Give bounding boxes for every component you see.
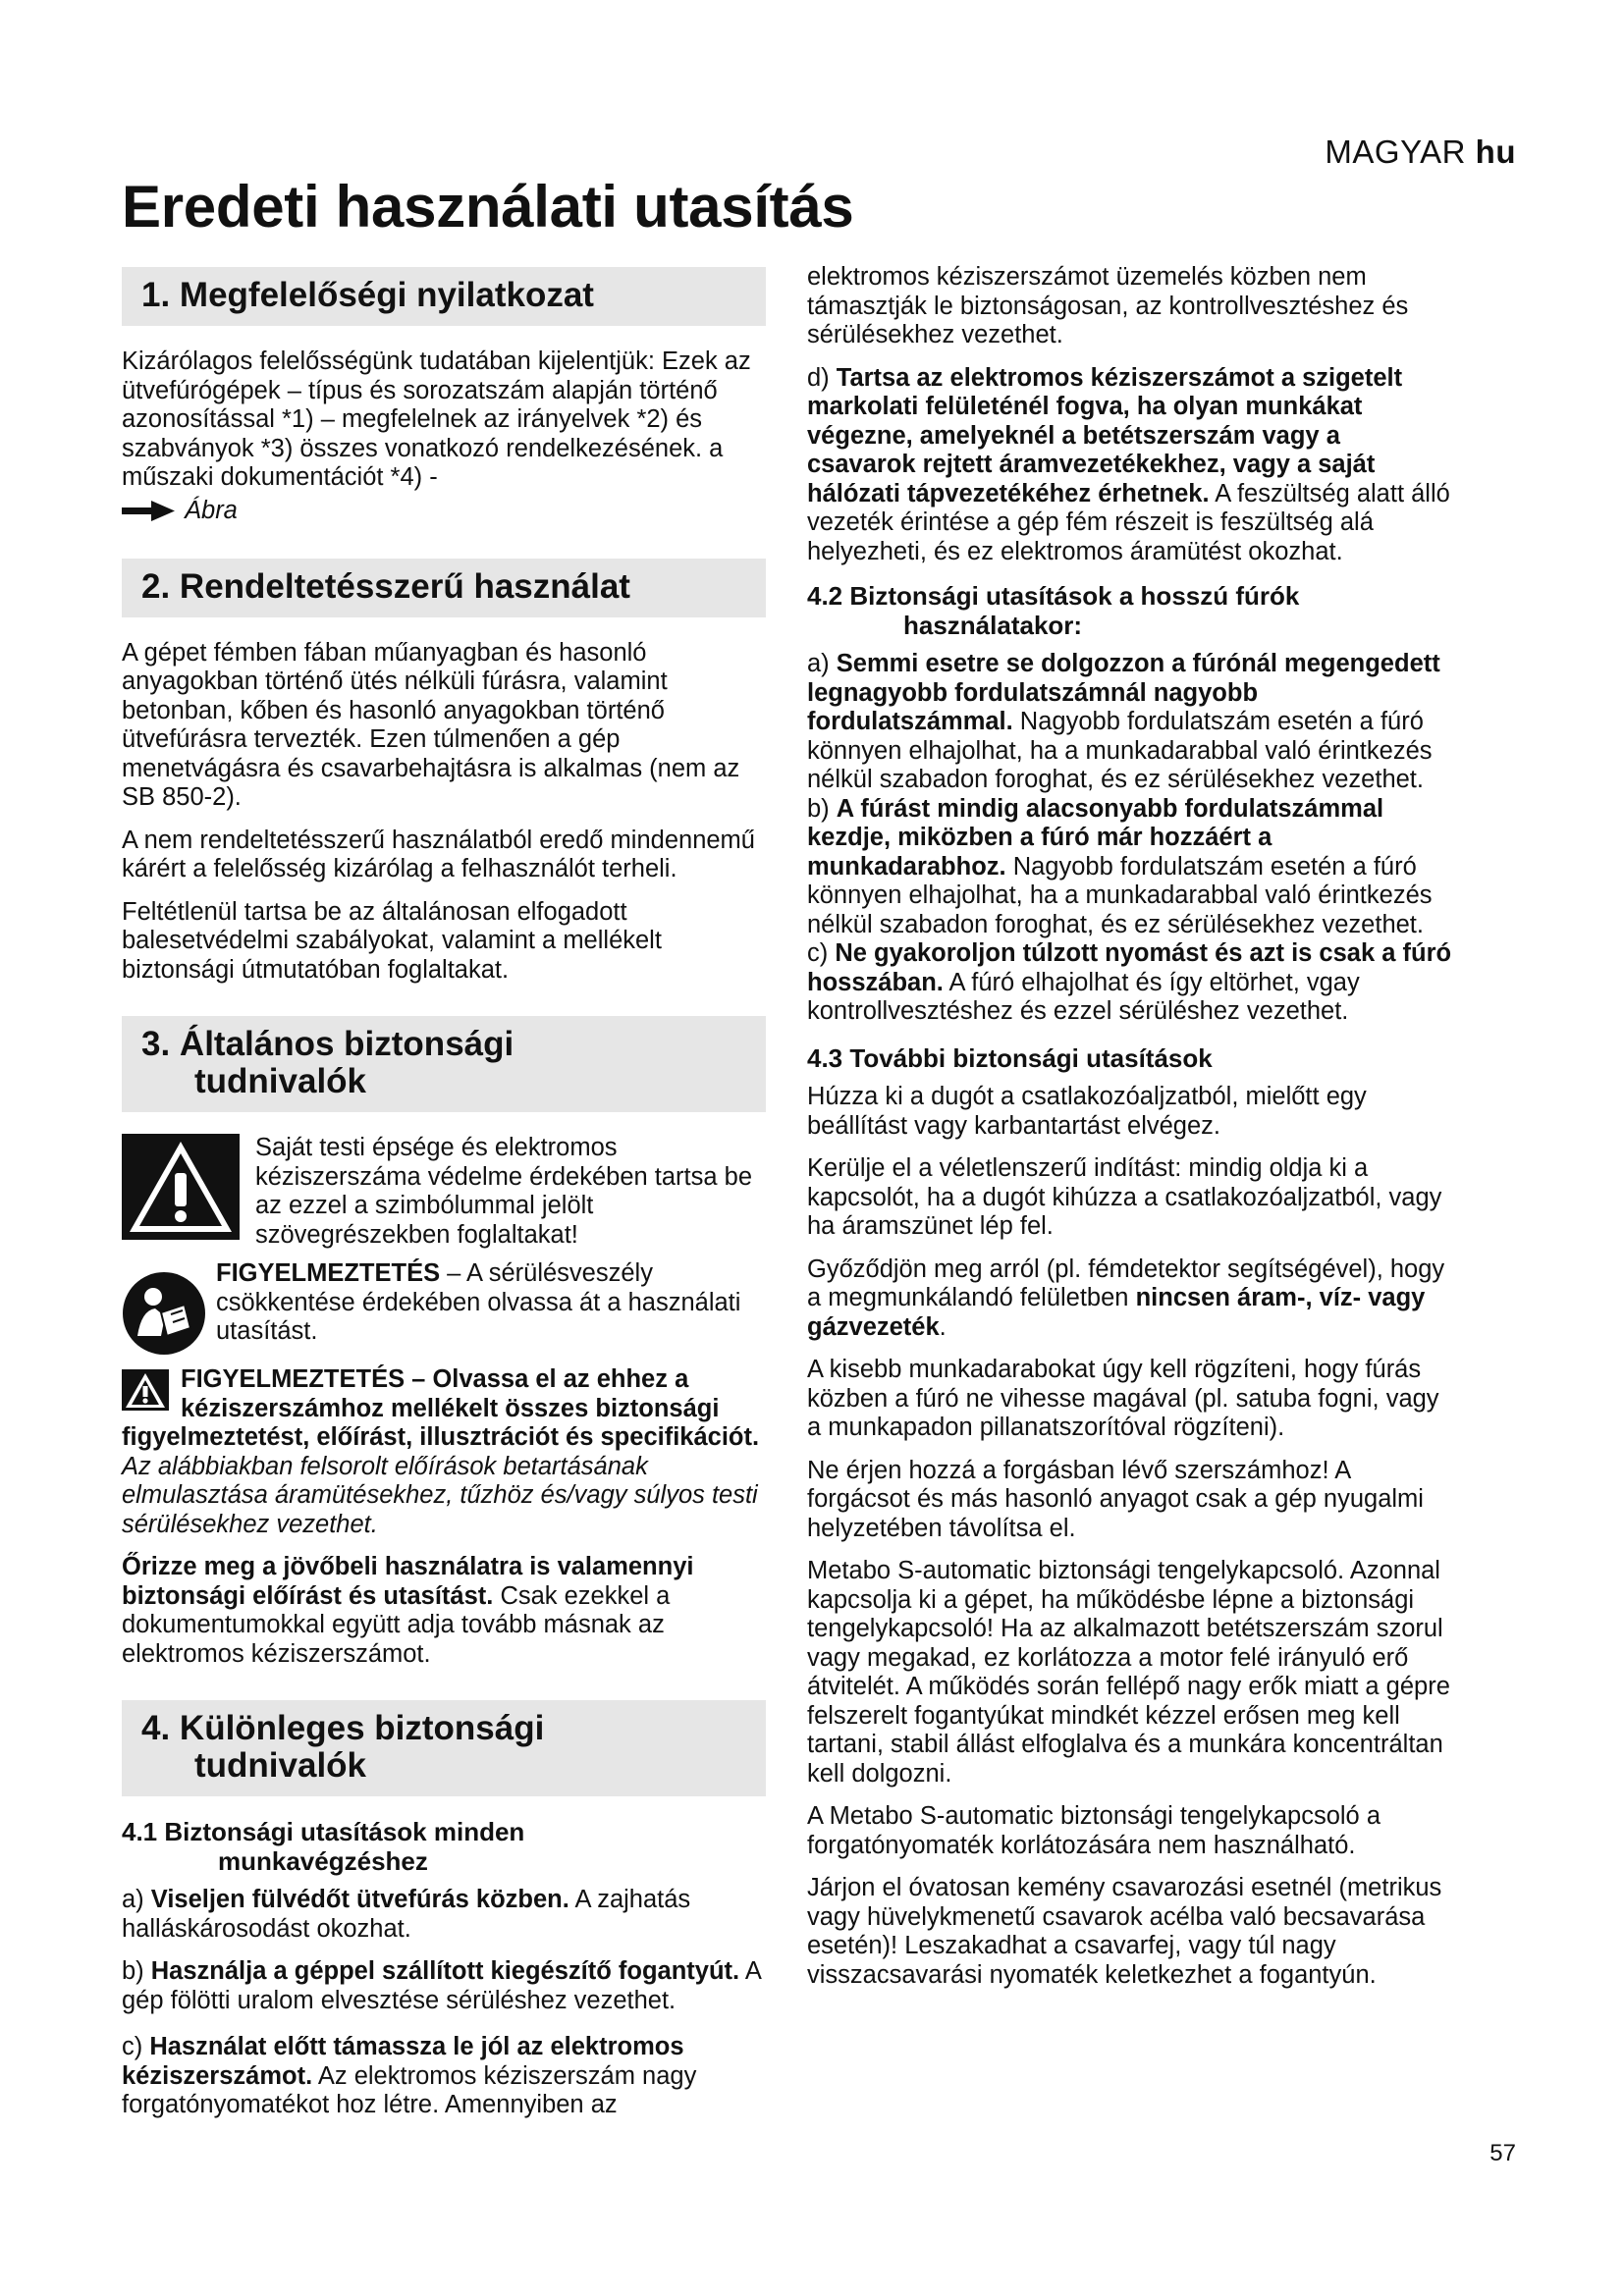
page-number: 57 — [1489, 2140, 1516, 2166]
general-warning — [122, 1365, 766, 1539]
section-3-heading-line2: tudnivalók — [194, 1062, 367, 1100]
subsection-4-3-heading: 4.3 További biztonsági utasítások — [807, 1042, 1213, 1073]
further-text-2: Kerülje el a véletlenszerű indítást: mindig oldja ki a kapcsolót, ha a dugót kihúzza a csatlakozóaljzatból, vagy ha áramszünet lép fel. — [807, 1154, 1442, 1240]
section-1-text: Kizárólagos felelősségünk tudatában kijelentjük: Ezek az ütvefúrógépek – típus és sorozatszám alapján történő azonosítással *1) – megfelelnek az irányelvek *2) és szabványok *3) összes vonatkozó rendelkezésének. a műszaki dokumentációt *4) - — [122, 347, 751, 491]
subsection-4-2-heading — [807, 582, 1455, 640]
figure-reference-label: Ábra — [185, 496, 238, 524]
section-4-heading — [122, 1700, 766, 1796]
item-4-1-d: d) Tartsa az elektromos kéziszerszámot a szigetelt markolati felületénél fogva, ha olyan munkákat végezne, amelyeknél a betétszerszám vagy a csavarok rejtett áramvezetékekhez, vagy a saját hálózati tápvezetékéhez érhetnek. A feszültség alatt álló vezeték érintése a gép fém részeit is feszültség alá helyezheti, és ez elektromos áramütést okozhat. — [807, 363, 1450, 565]
read-manual-text — [216, 1259, 766, 1356]
item-4-1-c-continued: elektromos kéziszerszámot üzemelés közben nem támasztják le biztonságosan, az kontrollvesztéshez és sérülésekhez vezethet. — [807, 263, 1409, 348]
language-code: hu — [1475, 133, 1516, 170]
item-4-1-a: a) Viseljen fülvédőt ütvefúrás közben. A zajhatás halláskárosodást okozhat. — [122, 1886, 691, 1943]
figure-reference — [122, 497, 766, 525]
further-text-7: A Metabo S-automatic biztonsági tengelykapcsoló a forgatónyomaték korlátozására nem használható. — [807, 1802, 1381, 1859]
keep-instructions-bold: Őrizze meg a jövőbeli használatra is valamennyi biztonsági előírást és utasítást. — [122, 1553, 694, 1610]
keep-instructions — [122, 1553, 766, 1669]
subsection-4-2-line2: használatakor: — [903, 610, 1083, 640]
further-text-8: Járjon el óvatosan kemény csavarozási esetnél (metrikus vagy hüvelykmenetű csavarok acélba való becsavarása esetén)! Leszakadhat a csavarfej, vagy túl nagy visszacsavarási nyomaték keletkezhet a fogantyún. — [807, 1874, 1442, 1989]
section-4-heading-line1: 4. Különleges biztonsági — [141, 1709, 545, 1747]
section-3-heading — [122, 1016, 766, 1112]
further-text-1: Húzza ki a dugót a csatlakozóaljzatból, mielőtt egy beállítást vagy karbantartást elvégez. — [807, 1083, 1367, 1140]
right-column — [807, 263, 1455, 2003]
warning-symbol-text: Saját testi épsége és elektromos kéziszerszáma védelme érdekében tartsa be az ezzel a szimbólummal jelölt szövegrészekben foglaltakat! — [255, 1134, 753, 1249]
general-warning-bold: FIGYELMEZTETÉS – Olvassa el az ehhez a kéziszerszámhoz mellékelt összes biztonsági figyelmeztetést, előírást, illusztrációt és specifikációt. — [122, 1365, 760, 1451]
further-text-5: Ne érjen hozzá a forgásban lévő szerszámhoz! A forgácsot és más hasonló anyagot csak a gép nyugalmi helyzetében távolítsa el. — [807, 1456, 1424, 1542]
item-4-2-b: b) A fúrást mindig alacsonyabb fordulatszámmal kezdje, miközben a fúró már hozzáért a munkadarabhoz. Nagyobb fordulatszám esetén a fúró könnyen elhajolhat, ha a munkadarabbal való érintkezés nélkül szabadon foroghat, és ez sérülésekhez vezethet. — [807, 794, 1433, 938]
section-3-heading-line1: 3. Általános biztonsági — [141, 1025, 514, 1063]
section-2-heading: 2. Rendeltetésszerű használat — [122, 559, 766, 617]
read-manual-note — [122, 1259, 766, 1356]
warning-small-icon — [122, 1369, 169, 1411]
read-manual-icon — [122, 1271, 206, 1356]
subsection-4-1-heading — [122, 1818, 766, 1876]
read-manual-rest: – A sérülésveszély csökkentése érdekében olvassa át a használati utasítást. — [216, 1259, 741, 1345]
language-word: MAGYAR — [1325, 133, 1466, 170]
arrow-right-icon — [122, 500, 175, 521]
warning-triangle-icon — [122, 1134, 240, 1240]
section-2-text-1: A gépet fémben fában műanyagban és hasonló anyagokban történő ütés nélküli fúrásra, valamint betonban, kőben és hasonló anyagokban történő ütvefúrásra tervezték. Ezen túlmenően a gép menetvágásra és csavarbehajtásra is alkalmas (nem az SB 850-2). — [122, 638, 740, 811]
subsection-4-1-line2: munkavégzéshez — [218, 1845, 428, 1876]
section-4-heading-line2: tudnivalók — [194, 1746, 367, 1785]
keep-instructions-rest: Csak ezekkel a dokumentumokkal együtt adja tovább másnak az elektromos kéziszerszámot. — [122, 1581, 671, 1668]
general-warning-italic: Az alábbiakban felsorolt előírások betartásának elmulasztása áramütésekhez, tűzhöz és/vagy súlyos testi sérülésekhez vezethet. — [122, 1452, 758, 1538]
section-1-heading: 1. Megfelelőségi nyilatkozat — [122, 267, 766, 326]
item-4-2-c: c) Ne gyakoroljon túlzott nyomást és azt is csak a fúró hosszában. A fúró elhajolhat és így eltörhet, vgay kontrollvesztéshez és ezzel sérüléshez vezethet. — [807, 939, 1452, 1025]
page-title: Eredeti használati utasítás — [122, 174, 854, 240]
further-text-4: A kisebb munkadarabokat úgy kell rögzíteni, hogy fúrás közben a fúró ne vihesse magával (pl. satuba fogni, vagy a munkapadon pillanatszorítóval rögzíteni). — [807, 1356, 1439, 1441]
warning-symbol-note — [122, 1134, 766, 1250]
section-2-text-3: Feltétlenül tartsa be az általánosan elfogadott balesetvédelmi szabályokat, valamint a mellékelt biztonsági útmutatóban foglaltakat. — [122, 897, 662, 984]
further-text-6: Metabo S-automatic biztonsági tengelykapcsoló. Azonnal kapcsolja ki a gépet, ha működésbe lépne a biztonsági tengelykapcsoló! Ha az alkalmazott betétszerszám szorul vagy megakad, ez korlátozza a motor felé irányuló erő átvitelét. A működés során fellépő nagy erők miatt a gépre felszerelt fogantyúkat mindkét kézzel erősen meg kell tartani, stabil állást elfoglalva és a munkára koncentráltan kell dolgozni. — [807, 1557, 1450, 1788]
language-label — [1325, 133, 1516, 171]
left-column — [122, 267, 766, 2134]
further-text-3: Győződjön meg arról (pl. fémdetektor segítségével), hogy a megmunkálandó felületben nincsen áram-, víz- vagy gázvezeték. — [807, 1255, 1445, 1341]
item-4-1-b: b) Használja a géppel szállított kiegészítő fogantyút. A gép fölötti uralom elvesztése sérüléshez vezethet. — [122, 1957, 761, 2014]
subsection-4-2-line1: 4.2 Biztonsági utasítások a hosszú fúrók — [807, 581, 1300, 611]
read-manual-warning-label: FIGYELMEZTETÉS — [216, 1259, 441, 1287]
subsection-4-1-line1: 4.1 Biztonsági utasítások minden — [122, 1817, 525, 1846]
item-4-2-a: a) Semmi esetre se dolgozzon a fúrónál megengedett legnagyobb fordulatszámnál nagyobb fordulatszámmal. Nagyobb fordulatszám esetén a fúró könnyen elhajolhat, ha a munkadarabbal való érintkezés nélkül szabadon foroghat, és ez sérülésekhez vezethet. — [807, 650, 1440, 793]
item-4-1-c: c) Használat előtt támassza le jól az elektromos kéziszerszámot. Az elektromos kéziszerszám nagy forgatónyomatékot hoz létre. Amennyiben az — [122, 2033, 697, 2118]
section-2-text-2: A nem rendeltetésszerű használatból eredő mindennemű kárért a felelősség kizárólag a felhasználót terheli. — [122, 826, 755, 882]
